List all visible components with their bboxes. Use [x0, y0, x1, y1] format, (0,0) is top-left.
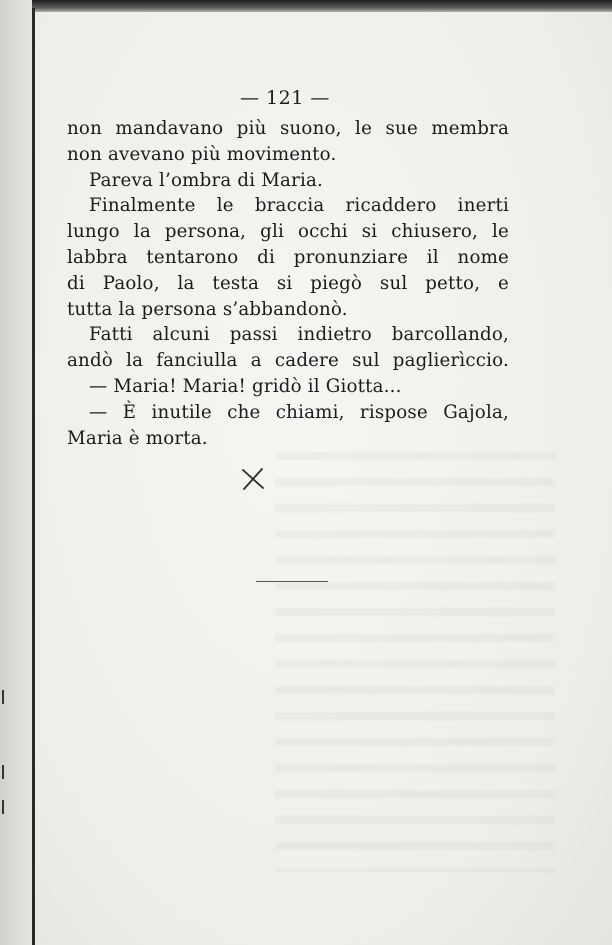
end-rule — [256, 581, 328, 582]
text-line: Finalmente le braccia ricaddero inerti — [89, 195, 509, 217]
spine-mark — [2, 690, 4, 704]
spine-mark — [2, 800, 4, 814]
text-line: non avevano più movimento. — [67, 143, 337, 165]
scan-left-gutter — [0, 0, 32, 945]
text-line: — È inutile che chiami, rispose Gajola, — [89, 401, 509, 423]
cross-mark-icon — [240, 466, 266, 492]
page-number: — 121 — — [240, 87, 330, 109]
text-line: non mandavano più suono, le sue membra — [67, 118, 509, 139]
text-line: lungo la persona, gli occhi si chiusero, le — [67, 221, 509, 243]
text-line: Fatti alcuni passi indietro barcollando, — [89, 324, 509, 346]
text-line: Pareva l’ombra di Maria. — [89, 169, 324, 191]
spine-mark — [2, 765, 4, 779]
text-line: di Paolo, la testa si piegò sul petto, e — [67, 272, 509, 294]
show-through-text — [275, 452, 555, 872]
text-line: labbra tentarono di pronunziare il nome — [67, 246, 509, 268]
text-line: Maria è morta. — [67, 427, 208, 449]
text-line: — Maria! Maria! gridò il Giotta... — [89, 375, 402, 397]
text-line: tutta la persona s’abbandonò. — [67, 298, 348, 320]
text-line: andò la fanciulla a cadere sul paglierìccio. — [67, 350, 509, 372]
page-text — [67, 116, 509, 451]
